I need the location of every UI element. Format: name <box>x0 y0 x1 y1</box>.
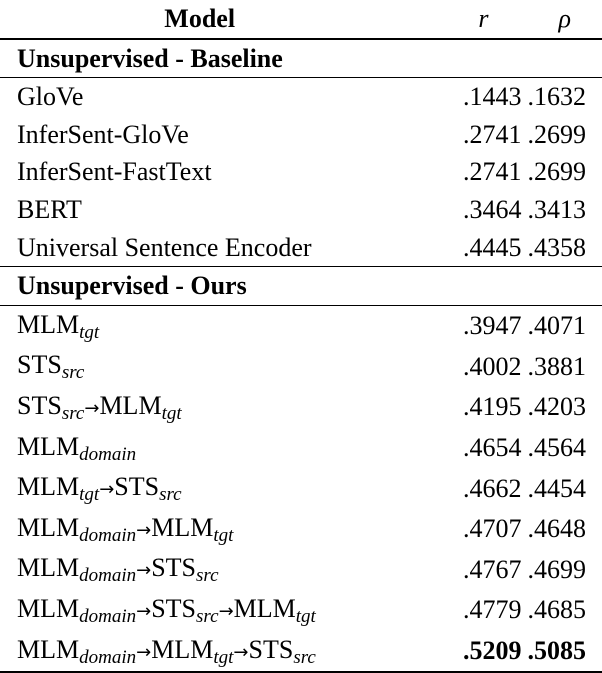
rho-value: .2699 <box>528 153 602 191</box>
r-value: .4662 <box>399 468 527 509</box>
model-name: MLMdomain <box>0 428 399 469</box>
model-name: GloVe <box>0 78 399 116</box>
table-row <box>0 346 602 387</box>
rho-value: .4699 <box>528 549 602 590</box>
arrow-icon: → <box>233 642 248 663</box>
table-body <box>0 39 602 673</box>
model-name: MLMtgt→STSsrc <box>0 468 399 509</box>
table-row <box>0 509 602 550</box>
arrow-icon: → <box>136 520 151 541</box>
r-value: .4707 <box>399 509 527 550</box>
model-subscript: tgt <box>213 525 233 546</box>
model-name: MLMdomain→STSsrc <box>0 549 399 590</box>
table-row <box>0 549 602 590</box>
r-value: .4654 <box>399 428 527 469</box>
rho-value: .4203 <box>528 387 602 428</box>
r-value: .3464 <box>399 191 527 229</box>
section-title: Unsupervised - Baseline <box>0 39 602 78</box>
model-subscript: src <box>159 484 182 505</box>
model-name: STSsrc <box>0 346 399 387</box>
rho-value: .4358 <box>528 229 602 267</box>
header-row <box>0 0 602 39</box>
model-subscript: tgt <box>213 647 233 668</box>
r-value: .4767 <box>399 549 527 590</box>
model-name: InferSent-FastText <box>0 153 399 191</box>
r-value: .2741 <box>399 153 527 191</box>
table-row <box>0 428 602 469</box>
table-row <box>0 387 602 428</box>
model-subscript: domain <box>79 647 136 668</box>
model-name: STSsrc→MLMtgt <box>0 387 399 428</box>
r-value: .4195 <box>399 387 527 428</box>
table-row <box>0 229 602 267</box>
rho-value: .4648 <box>528 509 602 550</box>
rho-value: .3413 <box>528 191 602 229</box>
model-subscript: tgt <box>162 403 182 424</box>
arrow-icon: → <box>136 642 151 663</box>
model-name: MLMdomain→MLMtgt <box>0 509 399 550</box>
table-row <box>0 153 602 191</box>
model-subscript: src <box>62 403 85 424</box>
header-rho: ρ <box>528 0 602 39</box>
table-row <box>0 468 602 509</box>
model-subscript: domain <box>79 525 136 546</box>
arrow-icon: → <box>99 479 114 500</box>
r-value: .5209 <box>399 631 527 673</box>
model-name: MLMtgt <box>0 305 399 346</box>
model-name: InferSent-GloVe <box>0 116 399 154</box>
section-title: Unsupervised - Ours <box>0 267 602 306</box>
model-name: Universal Sentence Encoder <box>0 229 399 267</box>
r-value: .1443 <box>399 78 527 116</box>
model-subscript: tgt <box>296 606 316 627</box>
model-subscript: domain <box>79 565 136 586</box>
arrow-icon: → <box>136 601 151 622</box>
rho-value: .3881 <box>528 346 602 387</box>
model-subscript: domain <box>79 444 136 465</box>
model-subscript: src <box>293 647 316 668</box>
rho-value: .4685 <box>528 590 602 631</box>
rho-value: .5085 <box>528 631 602 673</box>
header-model: Model <box>0 0 399 39</box>
model-subscript: tgt <box>79 322 99 343</box>
r-value: .2741 <box>399 116 527 154</box>
rho-value: .1632 <box>528 78 602 116</box>
header-r: r <box>399 0 527 39</box>
table-row <box>0 631 602 673</box>
model-subscript: tgt <box>79 484 99 505</box>
rho-value: .2699 <box>528 116 602 154</box>
arrow-icon: → <box>84 398 99 419</box>
section-header-row <box>0 267 602 306</box>
model-subscript: src <box>196 565 219 586</box>
rho-value: .4071 <box>528 305 602 346</box>
model-name: MLMdomain→MLMtgt→STSsrc <box>0 631 399 673</box>
r-value: .3947 <box>399 305 527 346</box>
arrow-icon: → <box>136 560 151 581</box>
r-value: .4002 <box>399 346 527 387</box>
r-value: .4445 <box>399 229 527 267</box>
section-header-row <box>0 39 602 78</box>
model-name: MLMdomain→STSsrc→MLMtgt <box>0 590 399 631</box>
model-subscript: src <box>62 362 85 383</box>
rho-value: .4454 <box>528 468 602 509</box>
arrow-icon: → <box>219 601 234 622</box>
table-row <box>0 78 602 116</box>
r-value: .4779 <box>399 590 527 631</box>
table-row <box>0 590 602 631</box>
model-subscript: src <box>196 606 219 627</box>
model-name: BERT <box>0 191 399 229</box>
table-row <box>0 305 602 346</box>
model-subscript: domain <box>79 606 136 627</box>
table-row <box>0 116 602 154</box>
table-row <box>0 191 602 229</box>
rho-value: .4564 <box>528 428 602 469</box>
